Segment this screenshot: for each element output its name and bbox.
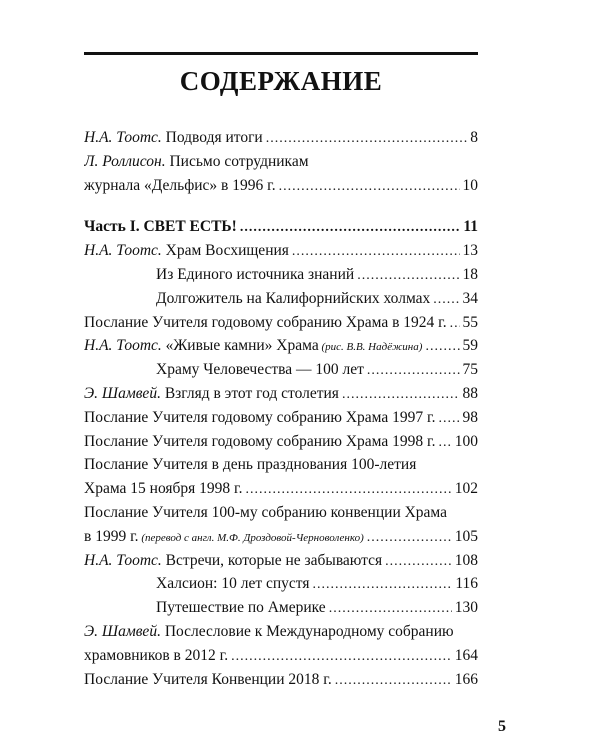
entry-title: журнала «Дельфис» в 1996 г. xyxy=(84,176,276,194)
leader-dots xyxy=(231,645,452,668)
entry-title: Подводя итоги xyxy=(161,129,263,146)
entry-page: 116 xyxy=(455,575,478,593)
entry-note: (перевод с англ. М.Ф. Дроздовой-Черноволенко) xyxy=(138,531,364,544)
entry-title: Долгожитель на Калифорнийских холмах xyxy=(156,289,431,307)
entry-page: 130 xyxy=(454,599,478,617)
page-title: СОДЕРЖАНИЕ xyxy=(179,66,383,96)
leader-dots xyxy=(246,478,452,501)
entry-title: Письмо сотрудникам xyxy=(165,152,309,170)
part-heading xyxy=(84,215,478,239)
page-number: 5 xyxy=(498,718,506,735)
leader-dots xyxy=(367,526,452,549)
leader-dots xyxy=(438,431,451,454)
toc-entry-continuation xyxy=(84,644,478,668)
top-rule xyxy=(84,52,478,55)
leader-dots xyxy=(425,335,459,358)
entry-page: 164 xyxy=(454,646,478,664)
toc-entry xyxy=(84,382,478,406)
toc-entry xyxy=(84,620,478,644)
entry-page: 59 xyxy=(462,337,478,355)
entry-author: Л. Роллисон. xyxy=(84,152,166,170)
entry-page: 166 xyxy=(454,670,478,688)
entry-author: Э. Шамвей. xyxy=(84,384,161,402)
entry-title: Послание Учителя 100-му собранию конвенции Храма xyxy=(84,503,448,521)
leader-dots xyxy=(279,175,460,198)
leader-dots xyxy=(240,216,461,239)
entry-author: Н.А. Тоотс. xyxy=(84,242,162,260)
entry-note: (рис. В.В. Надёжина) xyxy=(318,341,423,354)
entry-page: 55 xyxy=(462,313,478,331)
entry-title: Послесловие к Международному собранию xyxy=(160,622,454,640)
entry-title: Халсион: 10 лет спустя xyxy=(156,575,310,593)
entry-page: 11 xyxy=(463,218,478,236)
entry-page: 98 xyxy=(462,408,478,426)
leader-dots xyxy=(385,550,452,573)
table-of-contents xyxy=(84,126,478,691)
toc-entry xyxy=(84,572,478,596)
entry-title: Храму Человечества — 100 лет xyxy=(156,361,364,379)
entry-title: Послание Учителя годовому собранию Храма 1997 г. xyxy=(84,408,436,426)
entry-title: Встречи, которые не забываются xyxy=(161,551,383,569)
entry-title: храмовников в 2012 г. xyxy=(84,646,229,664)
entry-author: Н.А. Тоотс. xyxy=(84,337,162,355)
leader-dots xyxy=(357,264,459,287)
entry-page: 75 xyxy=(462,361,478,379)
entry-page: 13 xyxy=(462,242,478,260)
entry-page: 34 xyxy=(462,289,478,307)
entry-title: Храма 15 ноября 1998 г. xyxy=(84,480,243,498)
leader-dots xyxy=(335,669,452,692)
toc-entry xyxy=(84,358,478,382)
toc-entry xyxy=(84,549,478,573)
entry-page: 8 xyxy=(470,129,478,146)
toc-entry xyxy=(84,263,478,287)
entry-title: Послание Учителя годовому собранию Храма в 1924 г. xyxy=(84,313,447,331)
toc-entry-continuation xyxy=(84,525,478,549)
toc-entry-continuation xyxy=(84,477,478,501)
leader-dots xyxy=(438,407,459,430)
entry-title: Взгляд в этот год столетия xyxy=(160,384,339,402)
toc-entry xyxy=(84,239,478,263)
toc-entry-continuation xyxy=(84,174,478,198)
toc-entry xyxy=(84,334,478,358)
entry-page: 10 xyxy=(462,176,478,194)
toc-entry xyxy=(84,596,478,620)
entry-page: 100 xyxy=(454,432,478,450)
entry-author: Н.А. Тоотс. xyxy=(84,551,162,569)
entry-page: 102 xyxy=(454,480,478,498)
entry-title: Храм Восхищения xyxy=(161,242,289,260)
leader-dots xyxy=(367,359,460,382)
entry-title: в 1999 г. xyxy=(84,527,139,545)
toc-entry xyxy=(84,668,478,692)
toc-entry xyxy=(84,311,478,335)
entry-title: «Живые камни» Храма xyxy=(161,337,319,355)
leader-dots xyxy=(450,312,460,335)
entry-title: Послание Учителя в день празднования 100-летия xyxy=(84,456,417,474)
toc-entry xyxy=(84,126,478,150)
entry-page: 18 xyxy=(462,265,478,283)
leader-dots xyxy=(292,240,460,263)
leader-dots xyxy=(329,597,452,620)
entry-title: Из Единого источника знаний xyxy=(156,265,355,283)
entry-author: Н.А. Тоотс. xyxy=(84,129,162,146)
toc-entry xyxy=(84,501,478,525)
leader-dots xyxy=(266,127,468,150)
entry-page: 105 xyxy=(454,527,478,545)
entry-page: 108 xyxy=(454,551,478,569)
entry-author: Э. Шамвей. xyxy=(84,622,161,640)
leader-dots xyxy=(433,288,459,311)
entry-page: 88 xyxy=(462,384,478,402)
entry-title: Путешествие по Америке xyxy=(156,599,326,617)
leader-dots xyxy=(313,573,453,596)
toc-entry xyxy=(84,453,478,477)
entry-title: Послание Учителя годовому собранию Храма 1998 г. xyxy=(84,432,436,450)
toc-entry xyxy=(84,287,478,311)
toc-entry xyxy=(84,406,478,430)
part-title: Часть I. СВЕТ ЕСТЬ! xyxy=(84,218,237,236)
toc-entry xyxy=(84,430,478,454)
toc-entry xyxy=(84,150,478,174)
leader-dots xyxy=(342,383,460,406)
entry-title: Послание Учителя Конвенции 2018 г. xyxy=(84,670,332,688)
